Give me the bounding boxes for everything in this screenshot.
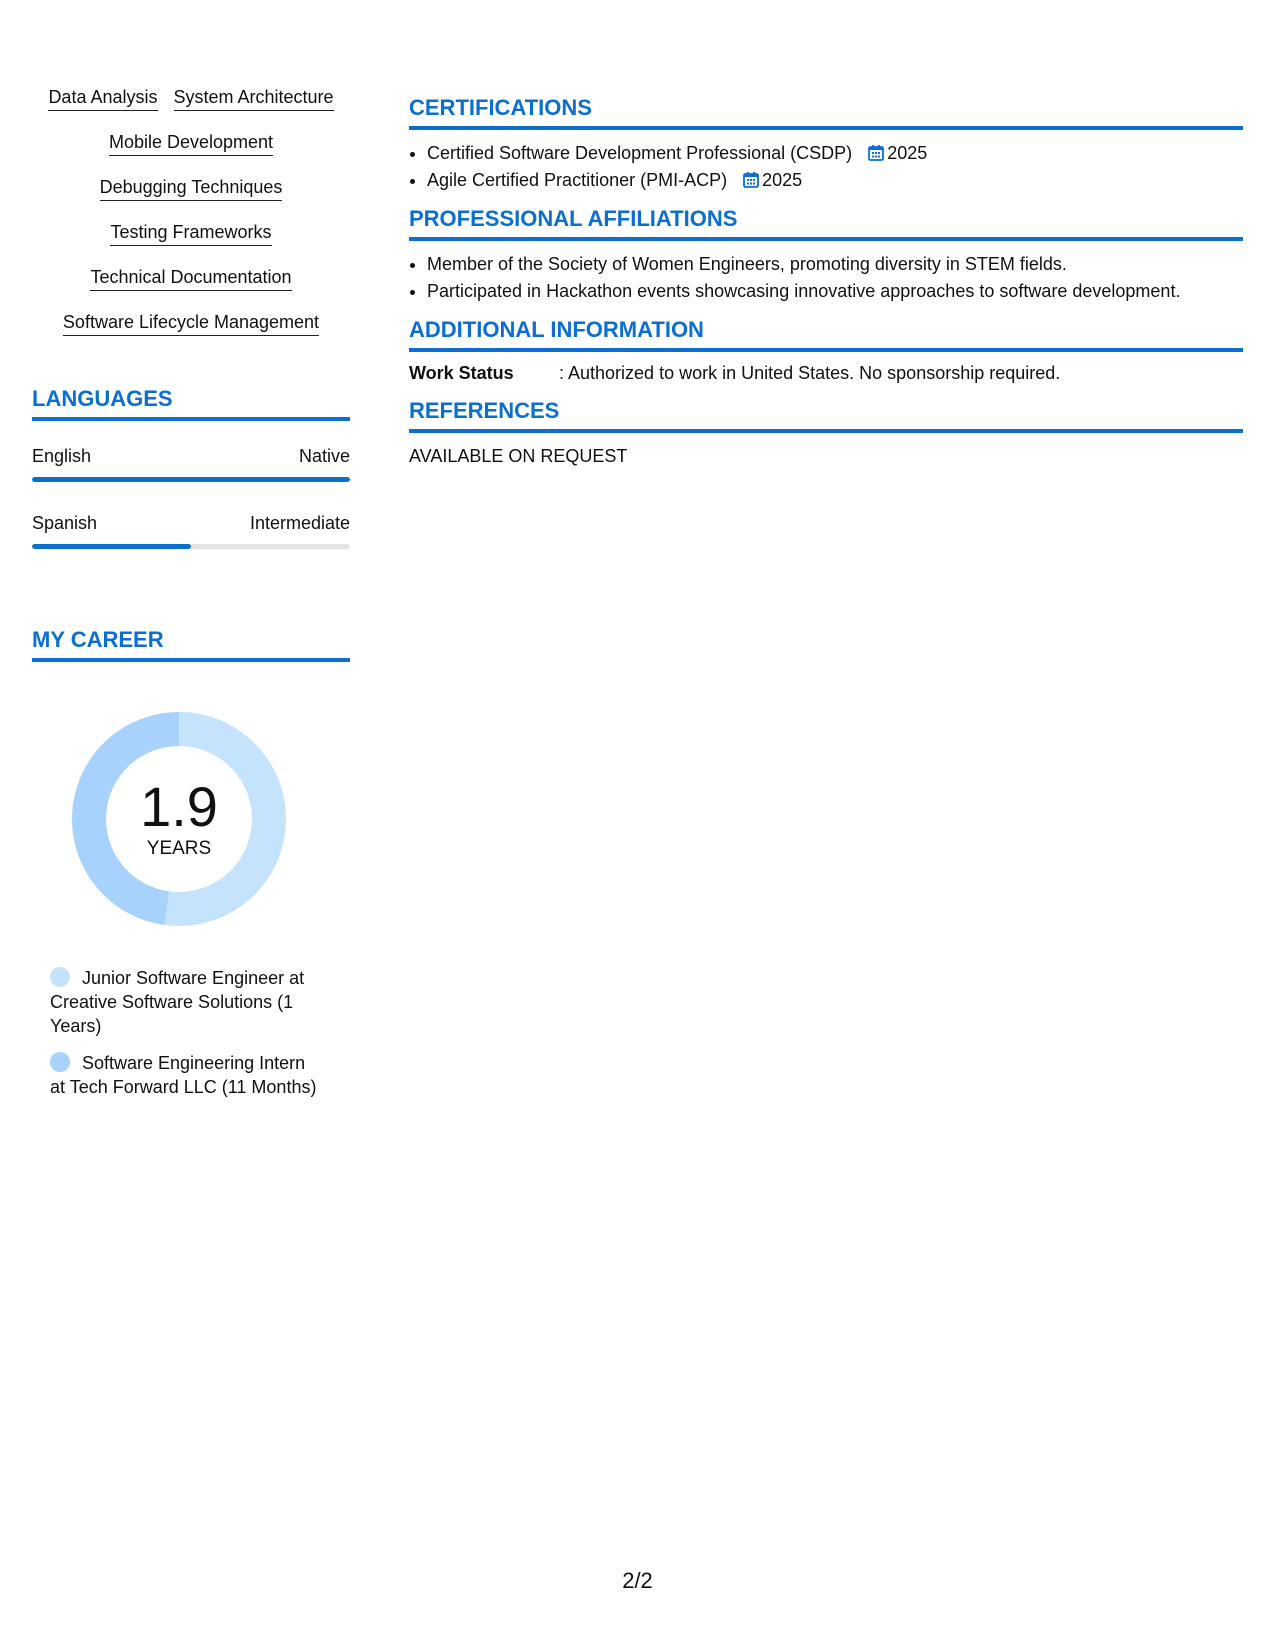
certification-item — [427, 140, 1243, 167]
language-name: English — [32, 446, 92, 466]
skill-tag: Debugging Techniques — [100, 176, 283, 201]
certification-year: 2025 — [762, 170, 803, 190]
affiliation-item: • Participated in Hackathon events showcasing innovative approaches to software development. — [427, 278, 1243, 305]
legend-label: Junior Software Engineer at Creative Software Solutions (1 Years) — [50, 968, 305, 1036]
language-level: Intermediate — [249, 513, 350, 533]
legend-item — [50, 1051, 320, 1099]
legend-item — [50, 966, 320, 1038]
languages-section — [32, 386, 350, 549]
skill-tag: Mobile Development — [109, 131, 273, 156]
certifications-list — [409, 140, 1243, 194]
career-legend — [50, 966, 320, 1099]
language-level: Native — [298, 446, 350, 466]
calendar-icon — [742, 171, 760, 189]
language-bar-fill — [32, 477, 350, 482]
language-name: Spanish — [32, 513, 98, 533]
certification-item — [427, 167, 1243, 194]
left-column — [32, 86, 350, 1112]
career-total-unit: YEARS — [146, 838, 212, 859]
work-status-label: Work Status — [409, 363, 514, 383]
certifications-section — [409, 95, 1243, 194]
career-total — [66, 775, 292, 860]
certifications-title: CERTIFICATIONS — [409, 95, 1243, 130]
legend-dot — [50, 967, 70, 987]
references-text: AVAILABLE ON REQUEST — [409, 446, 628, 466]
certification-year: 2025 — [887, 143, 928, 163]
legend-label: Software Engineering Intern at Tech Forward LLC (11 Months) — [50, 1053, 317, 1097]
language-item — [32, 445, 350, 482]
skill-tag: Software Lifecycle Management — [63, 311, 319, 336]
additional-info-section — [409, 317, 1243, 386]
language-bar — [32, 544, 350, 549]
skill-tag: System Architecture — [174, 86, 334, 111]
affiliations-section — [409, 206, 1243, 305]
language-bar-fill — [32, 544, 191, 549]
affiliations-list — [409, 251, 1243, 305]
skill-tag: Data Analysis — [48, 86, 157, 111]
certification-name: Agile Certified Practitioner (PMI-ACP) — [427, 170, 728, 190]
affiliation-item: • Member of the Society of Women Engineers, promoting diversity in STEM fields. — [427, 251, 1243, 278]
work-status-row — [409, 360, 1243, 386]
references-title: REFERENCES — [409, 398, 1243, 433]
career-total-value: 1.9 — [140, 775, 218, 838]
skills-list — [32, 86, 350, 356]
legend-dot — [50, 1052, 70, 1072]
skill-tag: Testing Frameworks — [110, 221, 271, 246]
language-item — [32, 512, 350, 549]
career-section — [32, 627, 350, 1099]
right-column — [409, 95, 1243, 481]
career-donut-chart — [66, 706, 292, 932]
career-title: MY CAREER — [32, 627, 350, 662]
work-status-value: : Authorized to work in United States. No sponsorship required. — [559, 363, 1061, 383]
references-section — [409, 398, 1243, 469]
additional-info-title: ADDITIONAL INFORMATION — [409, 317, 1243, 352]
affiliations-title: PROFESSIONAL AFFILIATIONS — [409, 206, 1243, 241]
page-number: 2/2 — [622, 1568, 653, 1593]
languages-title: LANGUAGES — [32, 386, 350, 421]
certification-name: Certified Software Development Professional (CSDP) — [427, 143, 853, 163]
skill-tag: Technical Documentation — [90, 266, 291, 291]
language-bar — [32, 477, 350, 482]
calendar-icon — [867, 144, 885, 162]
